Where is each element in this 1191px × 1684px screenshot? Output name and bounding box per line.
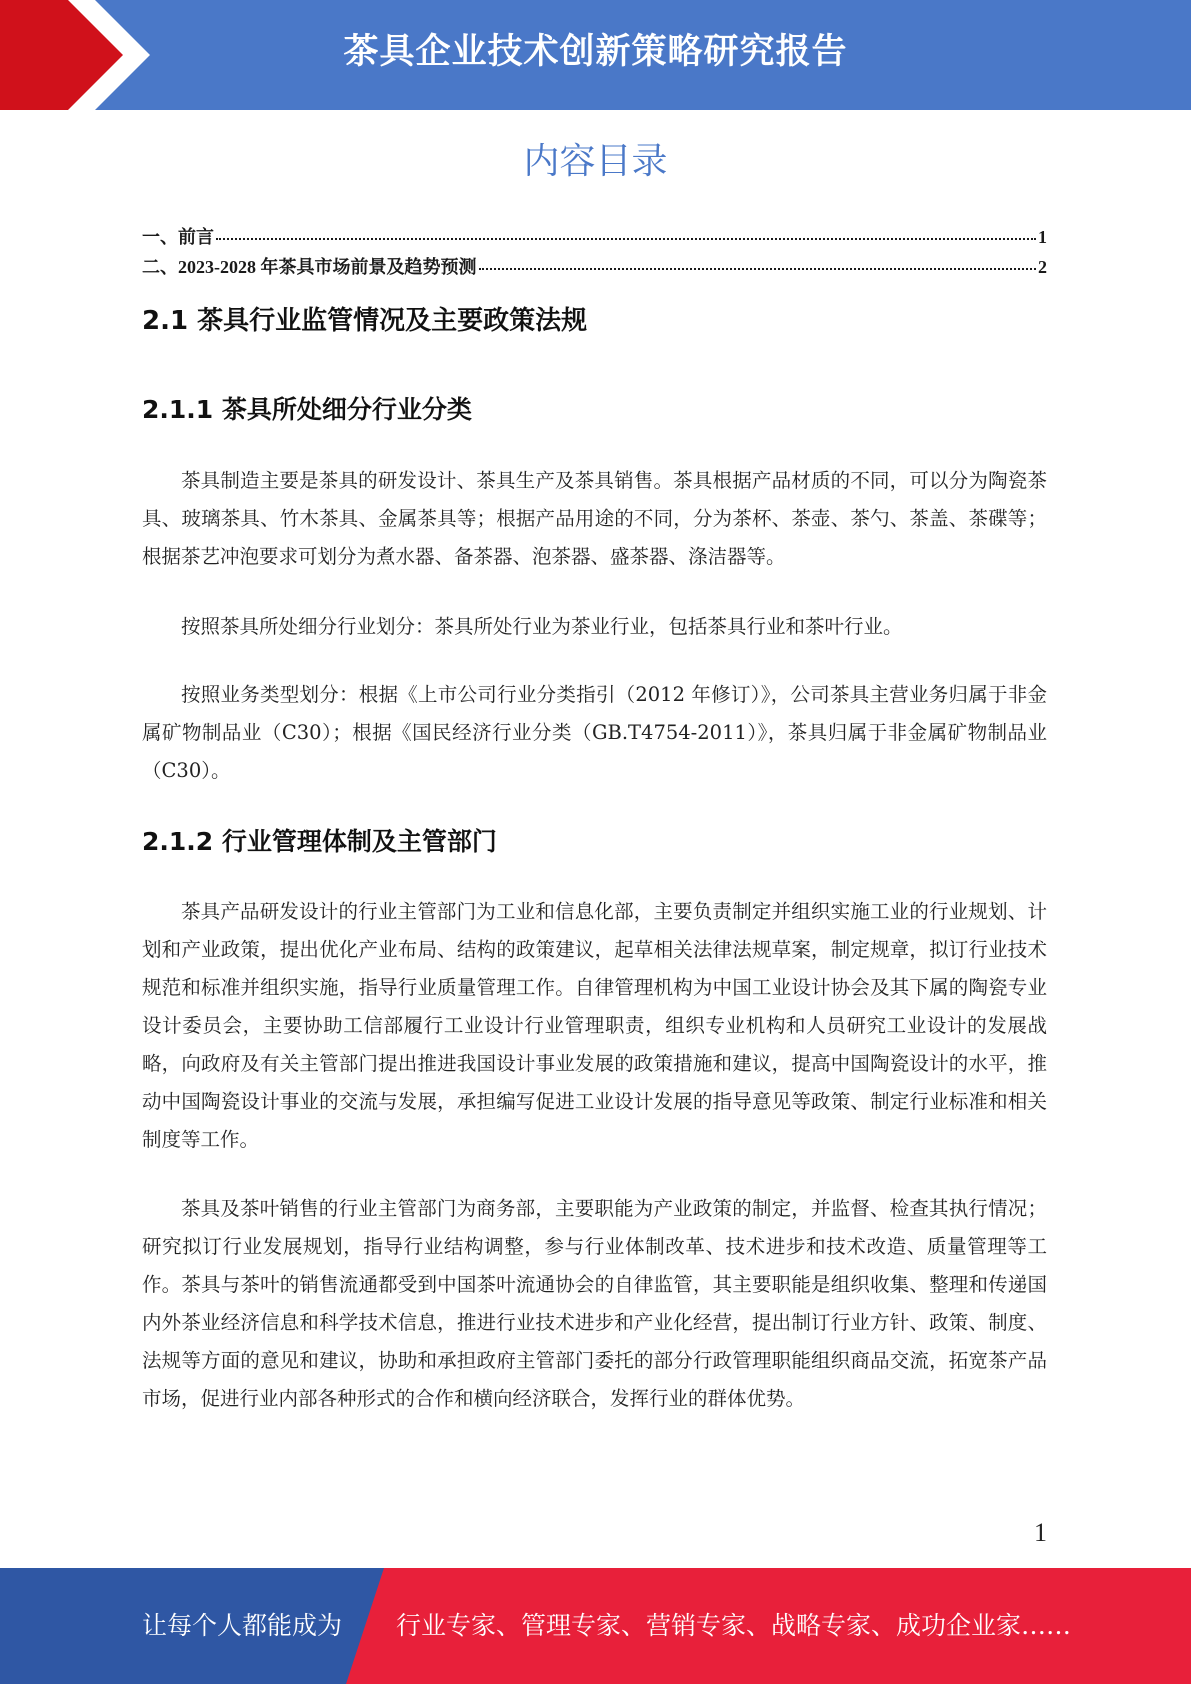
toc-entry[interactable] — [142, 222, 1047, 252]
section-heading-2-1-1: 2.1.1 茶具所处细分行业分类 — [142, 395, 472, 424]
page-number: 1 — [1034, 1518, 1047, 1547]
toc-entry[interactable] — [142, 252, 1047, 282]
paragraph: 茶具制造主要是茶具的研发设计、茶具生产及茶具销售。茶具根据产品材质的不同，可以分为陶瓷茶具、玻璃茶具、竹木茶具、金属茶具等；根据产品用途的不同，分为茶杯、茶壶、茶勺、茶盖、茶碟等；根据茶艺冲泡要求可划分为煮水器、备茶器、泡茶器、盛茶器、涤洁器等。 — [142, 469, 1047, 568]
toc-entry-page: 1 — [1038, 227, 1047, 247]
toc-entry-label: 二、2023-2028 年茶具市场前景及趋势预测 — [142, 257, 477, 277]
toc-title: 内容目录 — [523, 141, 668, 182]
toc-entry-label: 一、前言 — [142, 227, 214, 247]
paragraph: 按照业务类型划分：根据《上市公司行业分类指引（2012 年修订）》，公司茶具主营业务归属于非金属矿物制品业（C30）；根据《国民经济行业分类（GB.T4754-2011）》，茶具归属于非金属矿物制品业（C30）。 — [142, 683, 1047, 782]
toc-dot-leader — [216, 220, 1036, 240]
paragraph: 茶具及茶叶销售的行业主管部门为商务部，主要职能为产业政策的制定，并监督、检查其执行情况；研究拟订行业发展规划，指导行业结构调整，参与行业体制改革、技术进步和技术改造、质量管理等工作。茶具与茶叶的销售流通都受到中国茶叶流通协会的自律监管，其主要职能是组织收集、整理和传递国内外茶业经济信息和科学技术信息，推进行业技术进步和产业化经营，提出制订行业方针、政策、制度、法规等方面的意见和建议，协助和承担政府主管部门委托的部分行政管理职能组织商品交流，拓宽茶产品市场，促进行业内部各种形式的合作和横向经济联合，发挥行业的群体优势。 — [142, 1197, 1047, 1410]
footer-slogan-left: 让每个人都能成为 — [142, 1611, 343, 1640]
table-of-contents — [142, 222, 1047, 282]
paragraph: 按照茶具所处细分行业划分：茶具所处行业为茶业行业，包括茶具行业和茶叶行业。 — [181, 615, 903, 638]
paragraph: 茶具产品研发设计的行业主管部门为工业和信息化部，主要负责制定并组织实施工业的行业规划、计划和产业政策，提出优化产业布局、结构的政策建议，起草相关法律法规草案，制定规章，拟订行业技术规范和标准并组织实施，指导行业质量管理工作。自律管理机构为中国工业设计协会及其下属的陶瓷专业设计委员会，主要协助工信部履行工业设计行业管理职责，组织专业机构和人员研究工业设计的发展战略，向政府及有关主管部门提出推进我国设计事业发展的政策措施和建议，提高中国陶瓷设计的水平，推动中国陶瓷设计事业的交流与发展，承担编写促进工业设计发展的指导意见等政策、制定行业标准和相关制度等工作。 — [142, 900, 1047, 1151]
section-heading-2-1-2: 2.1.2 行业管理体制及主管部门 — [142, 827, 497, 856]
toc-dot-leader — [479, 250, 1037, 270]
toc-entry-page: 2 — [1038, 257, 1047, 277]
footer-banner — [0, 1568, 1191, 1684]
report-title: 茶具企业技术创新策略研究报告 — [343, 32, 848, 72]
header-banner — [0, 0, 1191, 110]
section-heading-2-1: 2.1 茶具行业监管情况及主要政策法规 — [142, 306, 588, 336]
footer-slogan-right: 行业专家、管理专家、营销专家、战略专家、成功企业家…… — [396, 1611, 1072, 1640]
